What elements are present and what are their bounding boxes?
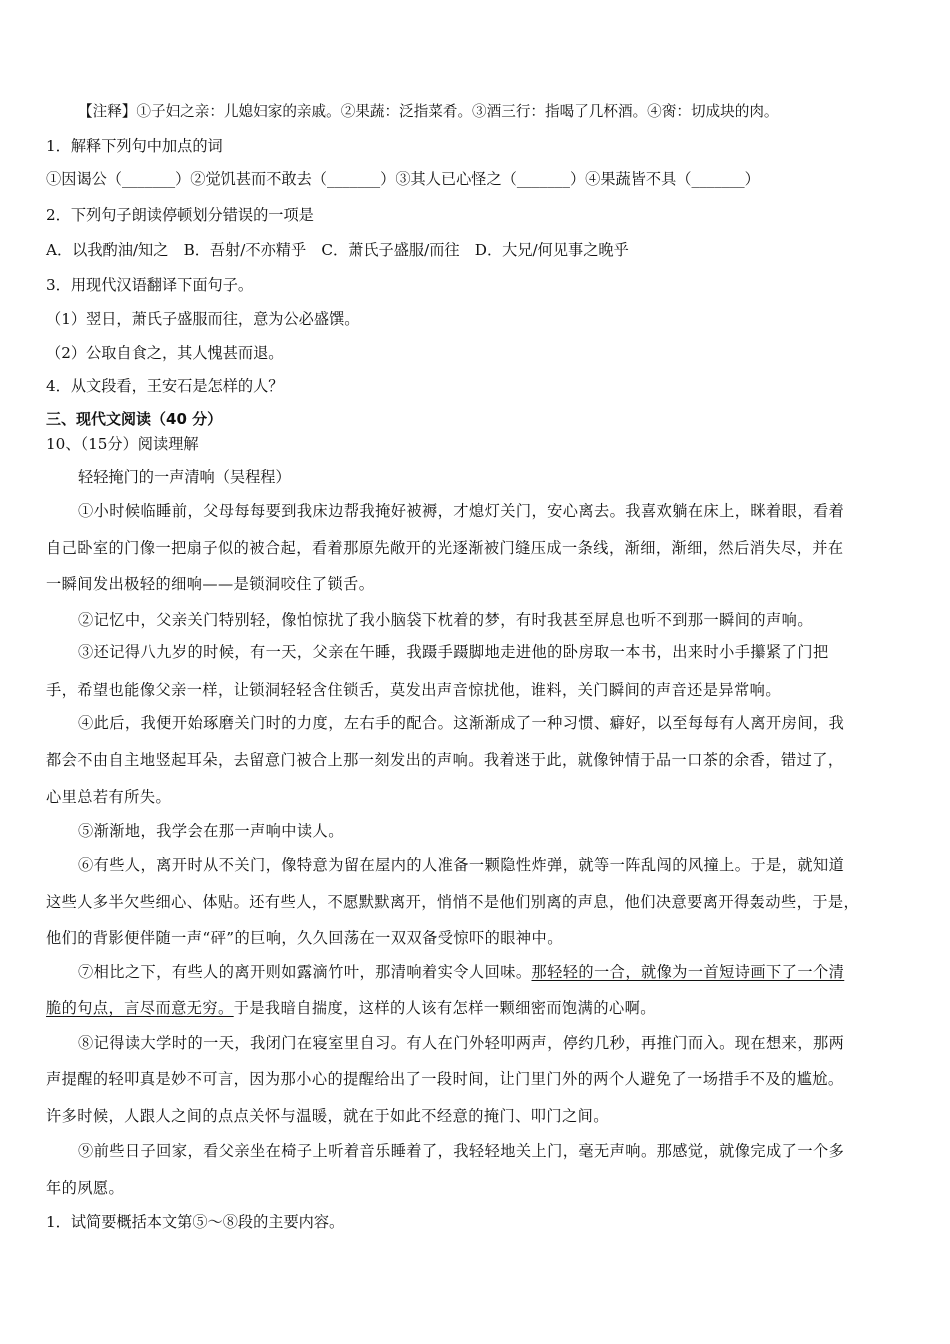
question-1-items: ①因谒公（_______）②觉饥甚而不敢去（_______）③其人已心怪之（_______）④果蔬皆不具（_______）: [46, 170, 760, 188]
paragraph-line: ④此后，我便开始琢磨关门时的力度，左右手的配合。这渐渐成了一种习惯、癖好，以至每每有人离开房间，我: [78, 714, 845, 732]
paragraph-line: 年的夙愿。: [46, 1179, 125, 1197]
underlined-sentence: 那轻轻的一合，就像为一首短诗画下了一个清: [531, 963, 845, 981]
paragraph-text: 于是我暗自揣度，这样的人该有怎样一颗细密而饱满的心啊。: [233, 999, 656, 1017]
underlined-sentence: 脆的句点，言尽而意无穷。: [46, 999, 234, 1017]
section-heading: 三、现代文阅读（40 分）: [46, 410, 223, 428]
question-4: 4．从文段看，王安石是怎样的人？: [46, 377, 284, 395]
paragraph-line: 这些人多半欠些细心、体贴。还有些人，不愿默默离开，悄悄不是他们别离的声息，他们决意要离开得轰动些，于是，: [46, 893, 860, 911]
question-10: 10、（15分）阅读理解: [46, 435, 199, 453]
question-2: 2．下列句子朗读停顿划分错误的一项是: [46, 206, 314, 224]
paragraph-line: 都会不由自主地竖起耳朵，去留意门被合上那一刻发出的声响。我着迷于此，就像钟情于品一口茶的余香，错过了，: [46, 751, 844, 769]
paragraph-line: 自己卧室的门像一把扇子似的被合起，看着那原先敞开的光逐渐被门缝压成一条线，渐细，渐细，然后消失尽，并在: [46, 539, 844, 557]
paragraph-line: ⑤渐渐地，我学会在那一声响中读人。: [78, 822, 344, 840]
paragraph-line: [78, 962, 844, 982]
paragraph-line: 手，希望也能像父亲一样，让锁洞轻轻含住锁舌，莫发出声音惊扰他，谁料，关门瞬间的声音还是异常响。: [46, 681, 781, 699]
paragraph-line: 声提醒的轻叩真是妙不可言，因为那小心的提醒给出了一段时间，让门里门外的两个人避免了一场措手不及的尴尬。: [46, 1070, 844, 1088]
paragraph-line: 心里总若有所失。: [46, 788, 172, 806]
paragraph-line: ⑧记得读大学时的一天，我闭门在寝室里自习。有人在门外轻叩两声，停约几秒，再推门而入。现在想来，那两: [78, 1034, 845, 1052]
paragraph-line: ③还记得八九岁的时候，有一天，父亲在午睡，我蹑手蹑脚地走进他的卧房取一本书，出来时小手攥紧了门把: [78, 643, 829, 661]
paragraph-line: ⑨前些日子回家，看父亲坐在椅子上听着音乐睡着了，我轻轻地关上门，毫无声响。那感觉，就像完成了一个多: [78, 1142, 845, 1160]
paragraph-text: ⑦相比之下，有些人的离开则如露滴竹叶，那清响着实令人回味。: [78, 963, 532, 981]
paragraph-line: 他们的背影便伴随一声“砰”的巨响，久久回荡在一双双备受惊吓的眼神中。: [46, 929, 563, 947]
paragraph-line: ②记忆中，父亲关门特别轻，像怕惊扰了我小脑袋下枕着的梦，有时我甚至屏息也听不到那一瞬间的声响。: [78, 611, 813, 629]
question-3-sentence-1: （1）翌日，萧氏子盛服而往，意为公必盛馔。: [46, 310, 360, 328]
question-2-options: A．以我酌油/知之 B．吾射/不亦精乎 C．萧氏子盛服/而往 D．大兄/何见事之晚乎: [46, 241, 629, 259]
question-after-article: 1．试简要概括本文第⑤～⑧段的主要内容。: [46, 1213, 345, 1231]
paragraph-line: 一瞬间发出极轻的细响——是锁洞咬住了锁舌。: [46, 575, 375, 593]
question-3-sentence-2: （2）公取自食之，其人愧甚而退。: [46, 344, 284, 362]
paragraph-line: 许多时候，人跟人之间的点点关怀与温暖，就在于如此不经意的掩门、叩门之间。: [46, 1107, 609, 1125]
article-title: 轻轻掩门的一声清响（吴程程）: [78, 468, 291, 486]
paragraph-line: ⑥有些人，离开时从不关门，像特意为留在屋内的人准备一颗隐性炸弹，就等一阵乱闯的风撞上。于是，就知道: [78, 856, 845, 874]
paragraph-line: ①小时候临睡前，父母每每要到我床边帮我掩好被褥，才熄灯关门，安心离去。我喜欢躺在床上，眯着眼，看着: [78, 502, 845, 520]
question-1: 1．解释下列句中加点的词: [46, 137, 223, 155]
annotation-note: 【注释】①子妇之亲：儿媳妇家的亲戚。②果蔬：泛指菜肴。③酒三行：指喝了几杯酒。④脔：切成块的肉。: [78, 103, 779, 120]
paragraph-line: [46, 998, 656, 1018]
question-3: 3．用现代汉语翻译下面句子。: [46, 276, 254, 294]
